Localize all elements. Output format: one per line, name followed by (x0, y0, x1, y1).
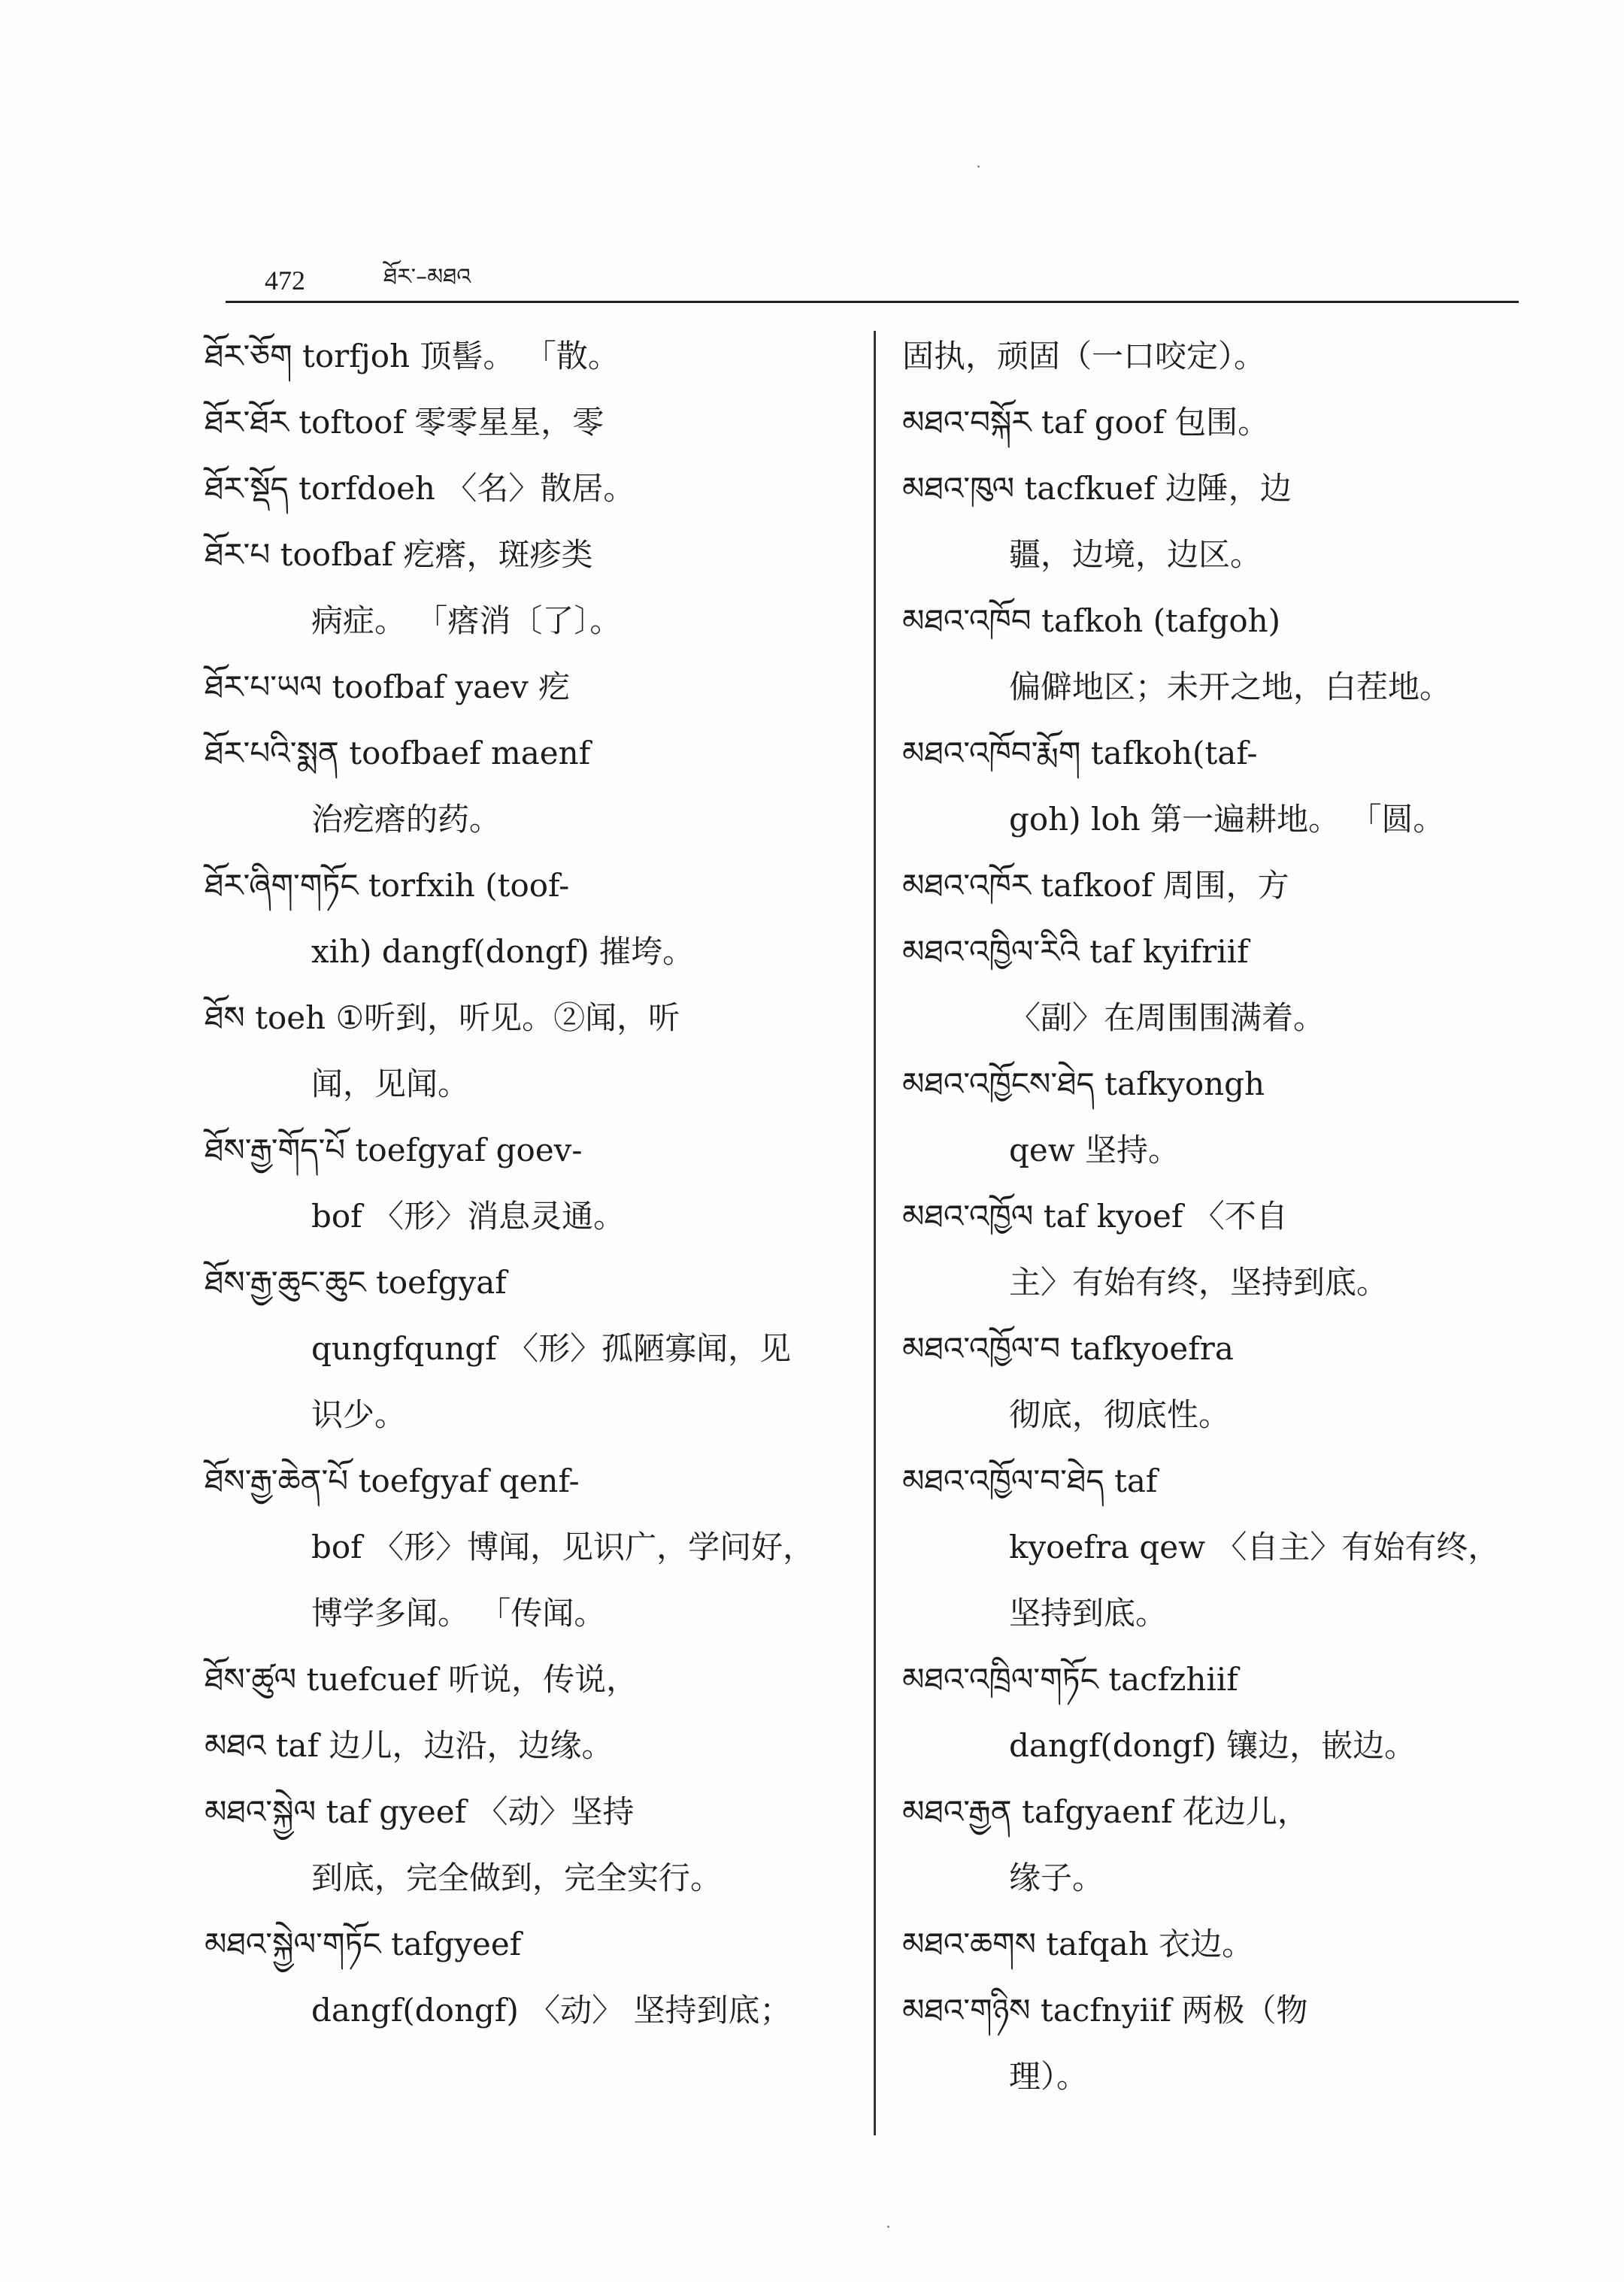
dictionary-entry (902, 1051, 1549, 1183)
entry-headline: མཐའ་འཁྱོལ་བ tafkyoefra (902, 1330, 1234, 1367)
entry-continuation: 彻底，彻底性。 (1009, 1396, 1231, 1433)
header-rule (226, 301, 1519, 303)
page-number: 472 (265, 265, 305, 295)
entry-headline: མཐའ་བསྐོར taf goof 包围。 (902, 404, 1270, 441)
entry-continuation: qungfqungf 〈形〉孤陋寡闻，见 (311, 1330, 792, 1367)
entry-continuation: 理）。 (1009, 2058, 1089, 2095)
entry-headline: མཐའ་འཁྱོལ taf kyoef 〈不自 (902, 1198, 1288, 1235)
dictionary-entry (902, 1977, 1549, 2110)
entry-headline: མཐའ་སྐྱེལ་གཏོང tafgyeef (205, 1926, 522, 1962)
dictionary-entry (902, 1316, 1549, 1448)
dictionary-entry (205, 1448, 866, 1647)
entry-continuation: 缘子。 (1009, 1859, 1104, 1896)
entry-headline: ཐོས་རྒྱ་ཆེན་པོ toefgyaf qenf- (205, 1462, 580, 1499)
print-speck (977, 165, 980, 168)
entry-headline: ཐོས་རྒྱ་ཆུང་ཆུང toefgyaf (205, 1264, 507, 1301)
dictionary-entry (902, 919, 1549, 1051)
entry-continuation: bof 〈形〉博闻，见识广，学问好， (311, 1529, 815, 1565)
entry-headline: མཐའ་གཉིས tacfnyiif 两极（物 (902, 1992, 1308, 2029)
entry-headline: མཐའ་ཆགས tafqah 衣边。 (902, 1926, 1254, 1962)
dictionary-entry (205, 456, 866, 522)
dictionary-entry (902, 1911, 1549, 1977)
dictionary-entry (902, 1448, 1549, 1647)
entry-headline: ཐོར་ཐོར toftoof 零零星星，零 (205, 404, 604, 441)
dictionary-entry (205, 1250, 866, 1448)
entry-headline: མཐའ taf 边儿，边沿，边缘。 (205, 1727, 614, 1764)
entry-continuation: 识少。 (311, 1396, 407, 1433)
entry-headline: ཐོས་རྒྱ་གོད་པོ toefgyaf goev- (205, 1132, 583, 1168)
entry-headline: མཐའ་རྒྱན tafgyaenf 花边儿， (902, 1793, 1309, 1830)
dictionary-entry (205, 389, 866, 456)
dictionary-entry (205, 1779, 866, 1911)
dictionary-entry (205, 1713, 866, 1779)
entry-headline: ཐོར་པ toofbaf 疙瘩，斑疹类 (205, 536, 593, 573)
entry-continuation: 病症。 「瘩消〔了〕。 (311, 602, 622, 639)
dictionary-entry (902, 853, 1549, 919)
entry-continuation: 博学多闻。 「传闻。 (311, 1595, 606, 1632)
entry-continuation: 到底，完全做到，完全实行。 (311, 1859, 723, 1896)
dictionary-entry (902, 720, 1549, 853)
entry-headline: མཐའ་འཁྱོལ་བ་ཐེད taf (902, 1462, 1158, 1499)
entry-continuation: 坚持到底。 (1009, 1595, 1168, 1632)
running-head: ཐོར་–མཐའ (383, 264, 471, 290)
entry-continuation: bof 〈形〉消息灵通。 (311, 1198, 626, 1235)
entry-headline: མཐའ་འཁོར tafkoof 周围，方 (902, 867, 1289, 904)
page-header (226, 248, 1519, 301)
entry-headline: མཐའ་སྐྱེལ taf gyeef 〈动〉坚持 (205, 1793, 635, 1830)
entry-headline: ཐོས་ཚུལ tuefcuef 听说，传说， (205, 1661, 638, 1698)
dictionary-entry (902, 1779, 1549, 1911)
entry-headline: མཐའ་འཁོབ tafkoh (tafgoh) (902, 602, 1281, 639)
entry-continuation: 闻，见闻。 (311, 1065, 470, 1102)
entry-continuation: goh) loh 第一遍耕地。 「圆。 (1009, 801, 1445, 838)
dictionary-entry (205, 985, 866, 1117)
entry-headline: མཐའ་འཁྲིལ་གཏོང tacfzhiif (902, 1661, 1238, 1698)
entry-headline: ཐོར་པའི་སྨན toofbaef maenf (205, 735, 591, 771)
dictionary-entry (205, 1911, 866, 2044)
dictionary-entry (902, 323, 1549, 389)
dictionary-entry (205, 323, 866, 389)
entry-continuation: 〈副〉在周围围满着。 (1009, 999, 1326, 1036)
entry-headline: ཐོར་པ་ཡལ toofbaf yaev 疙 (205, 668, 571, 705)
column-divider (874, 331, 876, 2135)
entry-headline: མཐའ་འཁྱིལ་རིའི taf kyifriif (902, 933, 1249, 970)
entry-headline: ཐོར་སྡོད torfdoeh 〈名〉散居。 (205, 470, 635, 507)
entry-continuation: 偏僻地区；未开之地，白茬地。 (1009, 668, 1452, 705)
dictionary-entry (902, 1647, 1549, 1779)
dictionary-entry (205, 1117, 866, 1250)
entry-continuation: kyoefra qew 〈自主〉有始有终， (1009, 1529, 1500, 1565)
dictionary-entry (902, 456, 1549, 588)
entry-headline: ཐོར་ཞིག་གཏོང torfxih (toof- (205, 867, 570, 904)
dictionary-entry (902, 1183, 1549, 1316)
dictionary-entry (205, 720, 866, 853)
entry-headline: 固执，顽固（一口咬定）。 (902, 338, 1266, 374)
entry-continuation: 疆，边境，边区。 (1009, 536, 1262, 573)
dictionary-entry (205, 853, 866, 985)
entry-continuation: dangf(dongf) 镶边，嵌边。 (1009, 1727, 1416, 1764)
dictionary-entry (902, 389, 1549, 456)
entry-headline: མཐའ་འཁྱོངས་ཐེད tafkyongh (902, 1065, 1265, 1102)
left-column (205, 323, 866, 2044)
entry-continuation: qew 坚持。 (1009, 1132, 1180, 1168)
print-speck (887, 2226, 889, 2228)
entry-headline: ཐོར་ཅོག torfjoh 顶髻。 「散。 (205, 338, 620, 374)
entry-continuation: 主〉有始有终，坚持到底。 (1009, 1264, 1389, 1301)
dictionary-entry (902, 588, 1549, 720)
dictionary-entry (205, 654, 866, 720)
right-column (902, 323, 1549, 2110)
entry-headline: ཐོས toeh ①听到，听见。②闻，听 (205, 999, 680, 1036)
dictionary-entry (205, 522, 866, 654)
entry-continuation: 治疙瘩的药。 (311, 801, 501, 838)
entry-headline: མཐའ་འཁོབ་རྨོག tafkoh(taf- (902, 735, 1258, 771)
entry-headline: མཐའ་ཁུལ tacfkuef 边陲，边 (902, 470, 1292, 507)
entry-continuation: dangf(dongf) 〈动〉 坚持到底； (311, 1992, 792, 2029)
entry-continuation: xih) dangf(dongf) 摧垮。 (311, 933, 695, 970)
dictionary-entry (205, 1647, 866, 1713)
